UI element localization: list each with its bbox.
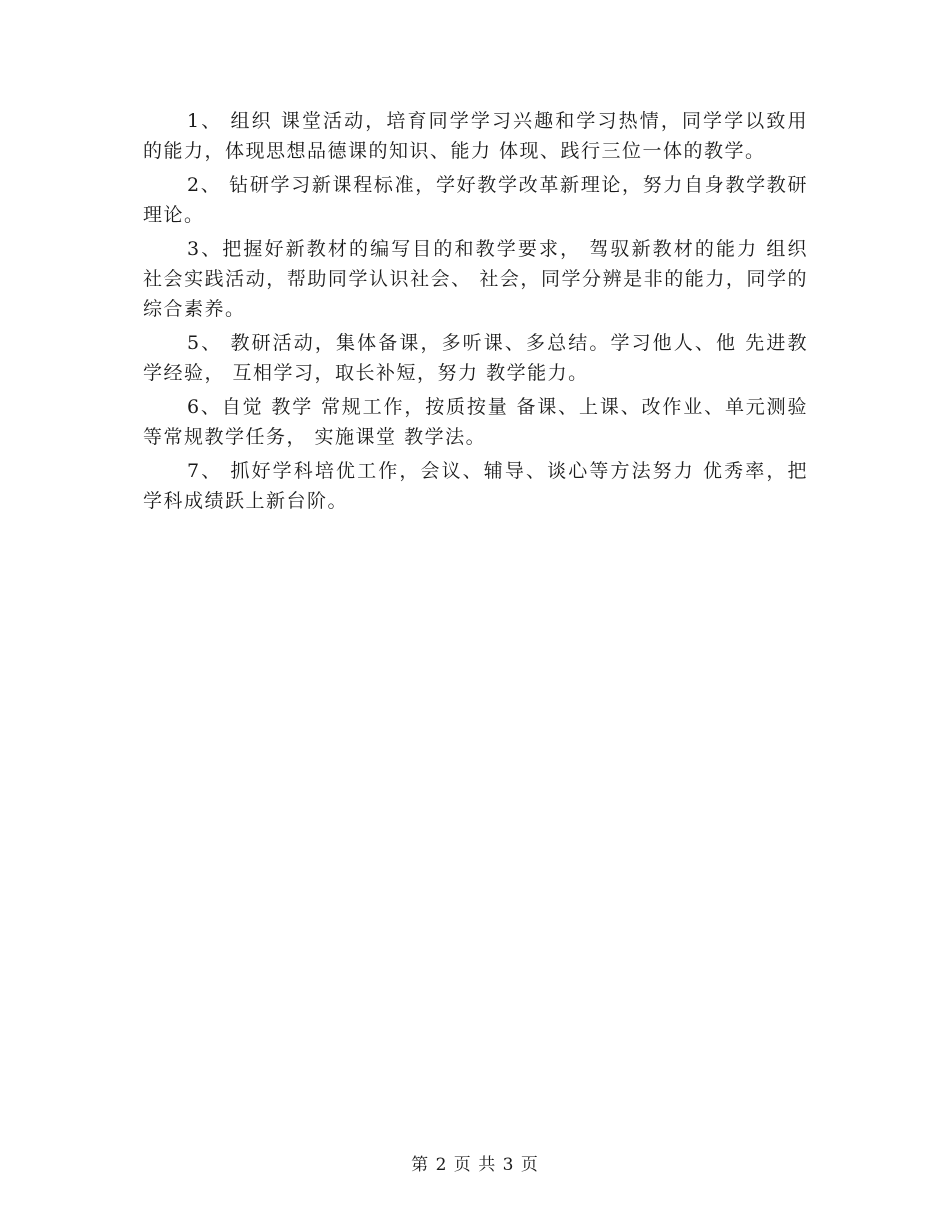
paragraph-item-7: 7、 抓好学科培优工作，会议、辅导、谈心等方法努力 优秀率，把学科成绩跃上新台阶。 [143,460,808,512]
page-number-footer: 第 2 页 共 3 页 [411,1155,539,1175]
paragraph-item-3: 3、把握好新教材的编写目的和教学要求， 驾驭新教材的能力 组织 社会实践活动，帮助同学认识社会、 社会，同学分辨是非的能力，同学的综合素养。 [143,238,808,320]
paragraph-item-5: 5、 教研活动，集体备课，多听课、多总结。学习他人、他 先进教学经验， 互相学习，取长补短，努力 教学能力。 [143,332,808,384]
paragraph-item-2: 2、 钻研学习新课程标准，学好教学改革新理论，努力自身教学教研理论。 [143,174,808,226]
paragraph-item-1: 1、 组织 课堂活动，培育同学学习兴趣和学习热情，同学学以致用的能力，体现思想品德课的知识、能力 体现、践行三位一体的教学。 [143,110,808,162]
document-body [143,106,808,520]
paragraph-item-6: 6、自觉 教学 常规工作，按质按量 备课、上课、改作业、单元测验等常规教学任务， 实施课堂 教学法。 [143,396,808,448]
